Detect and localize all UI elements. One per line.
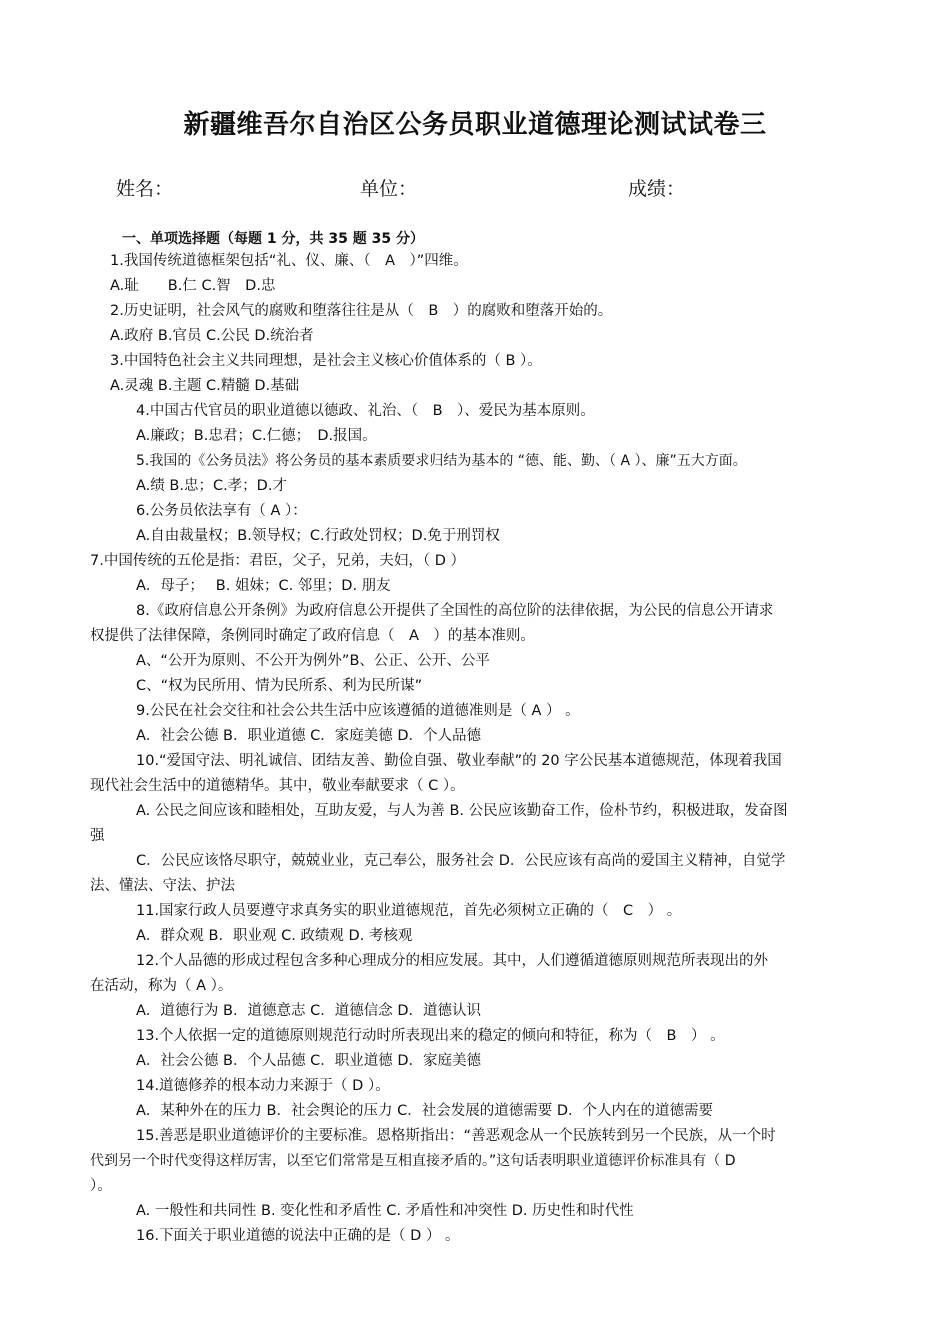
options-line: C、“权为民所用、情为民所系、利为民所谋” [136, 678, 423, 694]
question-line: 5.我国的《公务员法》将公务员的基本素质要求归结为基本的 “德、能、勤、（ A ）、廉”五大方面。 [136, 453, 747, 469]
options-line: 强 [90, 828, 105, 844]
unit-label: 单位： [360, 178, 418, 200]
question-line: 14.道德修养的根本动力来源于（ D ）。 [136, 1078, 390, 1094]
question-line: 16.下面关于职业道德的说法中正确的是（ D ） 。 [136, 1228, 460, 1244]
document-title: 新疆维吾尔自治区公务员职业道德理论测试试卷三 [183, 110, 767, 140]
options-line: A．社会公德 B．个人品德 C．职业道德 D．家庭美德 [136, 1053, 481, 1069]
options-line: A．母子； B. 姐妹；C. 邻里；D. 朋友 [136, 578, 391, 594]
question-line: 2.历史证明，社会风气的腐败和堕落往往是从（ B ）的腐败和堕落开始的。 [110, 303, 613, 319]
options-line: A．道德行为 B．道德意志 C．道德信念 D．道德认识 [136, 1003, 481, 1019]
options-line: A. 公民之间应该和睦相处，互助友爱，与人为善 B. 公民应该勤奋工作，俭朴节约，积极进取，发奋图 [136, 803, 788, 819]
question-line: ）。 [90, 1178, 112, 1194]
options-line: A. 一般性和共同性 B. 变化性和矛盾性 C. 矛盾性和冲突性 D. 历史性和时代性 [136, 1203, 634, 1219]
question-line: 在活动，称为（ A ）。 [90, 978, 233, 994]
options-line: A．社会公德 B．职业道德 C．家庭美德 D．个人品德 [136, 728, 481, 744]
question-line: 现代社会生活中的道德精华。其中，敬业奉献要求（ C ）。 [90, 778, 465, 794]
name-label: 姓名： [116, 178, 174, 200]
options-line: A、“公开为原则、不公开为例外”B、公正、公开、公平 [136, 653, 490, 669]
options-line: A.灵魂 B.主题 C.精髓 D.基础 [110, 378, 300, 394]
question-line: 12.个人品德的形成过程包含多种心理成分的相应发展。其中，人们遵循道德原则规范所表现出的外 [136, 953, 769, 969]
options-line: A.自由裁量权；B.领导权；C.行政处罚权；D.免于刑罚权 [136, 528, 500, 544]
options-line: A.政府 B.官员 C.公民 D.统治者 [110, 328, 314, 344]
question-line: 3.中国特色社会主义共同理想，是社会主义核心价值体系的（ B ）。 [110, 353, 542, 369]
question-line: 权提供了法律保障，条例同时确定了政府信息（ A ）的基本准则。 [90, 628, 535, 644]
options-line: C．公民应该恪尽职守，兢兢业业，克己奉公，服务社会 D．公民应该有高尚的爱国主义精神，自觉学 [136, 853, 786, 869]
options-line: A.耻 B.仁 C.智 D.忠 [110, 278, 276, 294]
section-heading: 一、单项选择题（每题 1 分，共 35 题 35 分） [122, 231, 424, 247]
options-line: A.廉政；B.忠君；C.仁德； D.报国。 [136, 428, 377, 444]
question-line: 13.个人依据一定的道德原则规范行动时所表现出来的稳定的倾向和特征，称为（ B ） 。 [136, 1028, 725, 1044]
question-line: 10.“爱国守法、明礼诚信、团结友善、勤俭自强、敬业奉献”的 20 字公民基本道德规范，体现着我国 [136, 753, 782, 769]
question-line: 4.中国古代官员的职业道德以德政、礼治、（ B ）、爱民为基本原则。 [136, 403, 595, 419]
options-line: A.绩 B.忠；C.孝；D.才 [136, 478, 287, 494]
question-line: 11.国家行政人员要遵守求真务实的职业道德规范，首先必须树立正确的（ C ） 。 [136, 903, 682, 919]
options-line: 法、懂法、守法、护法 [90, 878, 235, 894]
options-line: A．群众观 B．职业观 C. 政绩观 D. 考核观 [136, 928, 413, 944]
question-line: 8.《政府信息公开条例》为政府信息公开提供了全国性的高位阶的法律依据，为公民的信息公开请求 [136, 603, 774, 619]
question-line: 代到另一个时代变得这样厉害，以至它们常常是互相直接矛盾的。”这句话表明职业道德评价标准具有（ D [90, 1153, 736, 1169]
question-line: 6.公务员依法享有（ A ）： [136, 503, 307, 519]
question-line: 7.中国传统的五伦是指：君臣，父子，兄弟，夫妇，（ D ） [90, 553, 465, 569]
question-line: 15.善恶是职业道德评价的主要标准。恩格斯指出：“善恶观念从一个民族转到另一个民族，从一个时 [136, 1128, 776, 1144]
question-line: 9.公民在社会交往和社会公共生活中应该遵循的道德准则是（ A ） 。 [136, 703, 580, 719]
score-label: 成绩： [628, 178, 686, 200]
question-line: 1.我国传统道德框架包括“礼、仪、廉、（ A ）”四维。 [110, 253, 468, 269]
options-line: A．某种外在的压力 B．社会舆论的压力 C．社会发展的道德需要 D．个人内在的道德需要 [136, 1103, 713, 1119]
